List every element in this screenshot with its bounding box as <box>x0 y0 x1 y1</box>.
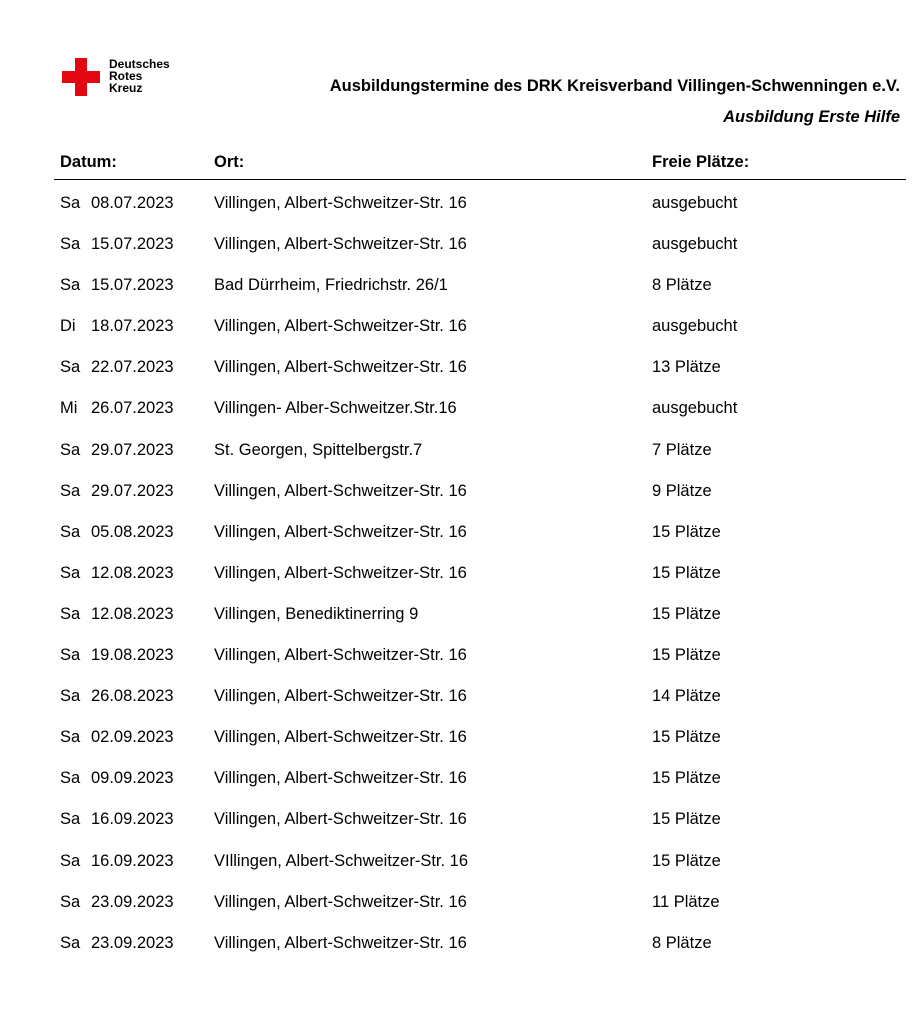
row-day: Sa <box>60 235 81 254</box>
row-date: 29.07.2023 <box>91 440 174 459</box>
row-date: 15.07.2023 <box>91 235 174 254</box>
row-ort: Villingen, Albert-Schweitzer-Str. 16 <box>214 810 467 829</box>
row-ort: Bad Dürrheim, Friedrichstr. 26/1 <box>214 276 448 295</box>
row-day: Sa <box>60 646 81 665</box>
table-row <box>0 934 924 975</box>
row-ort: St. Georgen, Spittelbergstr.7 <box>214 440 423 459</box>
row-day: Sa <box>60 810 81 829</box>
row-freie-plaetze: 13 Plätze <box>652 358 721 377</box>
row-date: 26.08.2023 <box>91 687 174 706</box>
table-row <box>0 687 924 728</box>
table-row <box>0 728 924 769</box>
row-freie-plaetze: 15 Plätze <box>652 810 721 829</box>
row-day: Di <box>60 317 76 336</box>
row-ort: Villingen, Albert-Schweitzer-Str. 16 <box>214 933 467 952</box>
row-ort: Villingen, Albert-Schweitzer-Str. 16 <box>214 481 467 500</box>
table-body <box>0 194 924 975</box>
row-day: Sa <box>60 358 81 377</box>
row-ort: Villingen, Albert-Schweitzer-Str. 16 <box>214 317 467 336</box>
row-date: 08.07.2023 <box>91 194 174 212</box>
row-freie-plaetze: ausgebucht <box>652 317 738 336</box>
row-day: Sa <box>60 276 81 295</box>
table-row <box>0 399 924 440</box>
row-freie-plaetze: 15 Plätze <box>652 769 721 788</box>
document-title: Ausbildungstermine des DRK Kreisverband Villingen-Schwenningen e.V. <box>329 77 900 95</box>
row-ort: VIllingen, Albert-Schweitzer-Str. 16 <box>214 851 469 870</box>
red-cross-icon <box>62 58 100 96</box>
row-freie-plaetze: 15 Plätze <box>652 851 721 870</box>
row-ort: Villingen, Albert-Schweitzer-Str. 16 <box>214 358 467 377</box>
table-row <box>0 358 924 399</box>
row-day: Mi <box>60 399 78 418</box>
row-ort: Villingen, Albert-Schweitzer-Str. 16 <box>214 646 467 665</box>
table-row <box>0 646 924 687</box>
table-row <box>0 605 924 646</box>
red-cross-shape <box>62 58 100 96</box>
header-divider <box>54 179 906 180</box>
row-freie-plaetze: 8 Plätze <box>652 933 712 952</box>
table-row <box>0 441 924 482</box>
header-datum: Datum: <box>60 153 117 171</box>
table-row <box>0 194 924 235</box>
row-freie-plaetze: 9 Plätze <box>652 481 712 500</box>
table-row <box>0 893 924 934</box>
row-date: 29.07.2023 <box>91 481 174 500</box>
drk-logo <box>62 58 202 102</box>
row-day: Sa <box>60 604 81 623</box>
logo-wordmark <box>109 58 170 94</box>
table-row <box>0 482 924 523</box>
row-freie-plaetze: 15 Plätze <box>652 728 721 747</box>
header-freie-plaetze: Freie Plätze: <box>652 153 750 171</box>
row-day: Sa <box>60 522 81 541</box>
row-date: 02.09.2023 <box>91 728 174 747</box>
row-freie-plaetze: 14 Plätze <box>652 687 721 706</box>
logo-line-3: Kreuz <box>109 81 143 95</box>
row-freie-plaetze: ausgebucht <box>652 399 738 418</box>
row-date: 18.07.2023 <box>91 317 174 336</box>
header-ort: Ort: <box>214 153 245 171</box>
row-day: Sa <box>60 687 81 706</box>
row-freie-plaetze: 8 Plätze <box>652 276 712 295</box>
row-freie-plaetze: 15 Plätze <box>652 604 721 623</box>
row-freie-plaetze: ausgebucht <box>652 235 738 254</box>
row-date: 12.08.2023 <box>91 563 174 582</box>
row-freie-plaetze: 15 Plätze <box>652 522 721 541</box>
row-day: Sa <box>60 440 81 459</box>
row-day: Sa <box>60 892 81 911</box>
row-date: 12.08.2023 <box>91 604 174 623</box>
document-subtitle: Ausbildung Erste Hilfe <box>723 108 900 126</box>
row-day: Sa <box>60 769 81 788</box>
row-ort: Villingen, Albert-Schweitzer-Str. 16 <box>214 522 467 541</box>
table-row <box>0 276 924 317</box>
row-day: Sa <box>60 933 81 952</box>
row-day: Sa <box>60 194 81 212</box>
row-day: Sa <box>60 563 81 582</box>
row-ort: Villingen, Albert-Schweitzer-Str. 16 <box>214 194 467 212</box>
row-ort: Villingen, Albert-Schweitzer-Str. 16 <box>214 563 467 582</box>
row-ort: Villingen- Alber-Schweitzer.Str.16 <box>214 399 457 418</box>
row-freie-plaetze: 11 Plätze <box>652 892 720 911</box>
logo-line-1: Deutsches <box>109 57 170 71</box>
row-ort: Villingen, Albert-Schweitzer-Str. 16 <box>214 235 467 254</box>
table-row <box>0 810 924 851</box>
row-date: 23.09.2023 <box>91 892 174 911</box>
row-day: Sa <box>60 481 81 500</box>
row-date: 19.08.2023 <box>91 646 174 665</box>
table-row <box>0 523 924 564</box>
row-date: 26.07.2023 <box>91 399 174 418</box>
row-freie-plaetze: 15 Plätze <box>652 646 721 665</box>
row-ort: Villingen, Albert-Schweitzer-Str. 16 <box>214 892 467 911</box>
row-freie-plaetze: 15 Plätze <box>652 563 721 582</box>
table-row <box>0 769 924 810</box>
row-day: Sa <box>60 728 81 747</box>
row-date: 09.09.2023 <box>91 769 174 788</box>
table-row <box>0 317 924 358</box>
row-date: 05.08.2023 <box>91 522 174 541</box>
row-freie-plaetze: ausgebucht <box>652 194 738 212</box>
row-ort: Villingen, Albert-Schweitzer-Str. 16 <box>214 728 467 747</box>
row-ort: Villingen, Benediktinerring 9 <box>214 604 419 623</box>
row-ort: Villingen, Albert-Schweitzer-Str. 16 <box>214 769 467 788</box>
row-date: 23.09.2023 <box>91 933 174 952</box>
row-date: 15.07.2023 <box>91 276 174 295</box>
table-row <box>0 564 924 605</box>
row-date: 22.07.2023 <box>91 358 174 377</box>
row-day: Sa <box>60 851 81 870</box>
table-row <box>0 852 924 893</box>
row-date: 16.09.2023 <box>91 810 174 829</box>
table-row <box>0 235 924 276</box>
logo-line-2: Rotes <box>109 69 143 83</box>
row-date: 16.09.2023 <box>91 851 174 870</box>
row-ort: Villingen, Albert-Schweitzer-Str. 16 <box>214 687 467 706</box>
row-freie-plaetze: 7 Plätze <box>652 440 712 459</box>
table-header <box>0 153 924 177</box>
